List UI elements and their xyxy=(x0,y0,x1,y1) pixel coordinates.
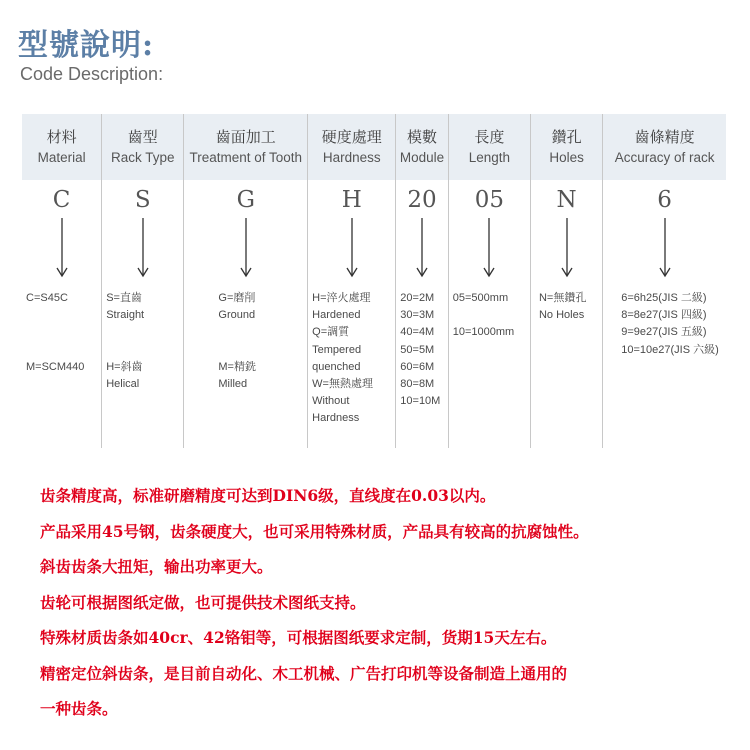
option-text: N=無鑽孔 xyxy=(538,292,587,304)
note-line: 特殊材质齿条如40cr、42铬钼等，可根据图纸要求定制，货期15天左右。 xyxy=(40,628,557,647)
options-list xyxy=(102,290,183,393)
option-spacer xyxy=(106,324,183,341)
note-line: 齿条精度高，标准研磨精度可达到DIN6级，直线度在0.03以内。 xyxy=(40,486,496,505)
arrow-down-icon xyxy=(136,218,150,278)
header-en: Hardness xyxy=(322,150,381,165)
note-line: 精密定位斜齿条，是目前自动化、木工机械、广告打印机等设备制造上通用的 xyxy=(40,663,568,683)
column-treatment xyxy=(183,114,307,448)
option-text: 40=4M xyxy=(400,326,435,339)
options-list xyxy=(531,290,602,324)
arrow-down-icon xyxy=(345,218,359,278)
header-en: Length xyxy=(468,150,510,165)
option-text: 6=6h25(JIS 二級) xyxy=(621,292,707,304)
arrow-down-icon xyxy=(658,218,672,278)
arrow-down-icon xyxy=(482,218,496,278)
feature-notes xyxy=(40,478,730,727)
note-line: 产品采用45号钢，齿条硬度大，也可采用特殊材质，产品具有较高的抗腐蚀性。 xyxy=(40,521,589,541)
options-list xyxy=(396,290,447,410)
header-en: Holes xyxy=(549,150,584,165)
option-text: 10=10e27(JIS 六級) xyxy=(621,343,719,356)
code-letter: N xyxy=(556,187,577,213)
header-en: Rack Type xyxy=(111,150,175,165)
option-text: Helical xyxy=(106,377,140,390)
option-text: Hardness xyxy=(312,412,360,425)
header-zh: 長度 xyxy=(474,129,505,146)
options-list xyxy=(22,290,101,376)
header-zh: 鑽孔 xyxy=(551,129,582,146)
code-letter: G xyxy=(236,187,255,213)
header-en: Treatment of Tooth xyxy=(189,150,303,165)
option-text: 10=10M xyxy=(400,395,441,408)
header-zh: 硬度處理 xyxy=(321,129,382,146)
options-list xyxy=(603,290,726,359)
option-text: Hardened xyxy=(312,309,361,322)
option-text: 05=500mm xyxy=(452,292,509,304)
option-spacer xyxy=(26,324,101,341)
option-text: No Holes xyxy=(538,309,585,322)
option-text: 20=2M xyxy=(400,292,435,304)
note-line: 一种齿条。 xyxy=(40,699,118,718)
header-zh: 齒條精度 xyxy=(634,129,695,146)
code-letter: 20 xyxy=(407,187,437,213)
column-module xyxy=(395,114,447,448)
column-header xyxy=(102,114,183,180)
option-text: S=直齒 xyxy=(106,292,142,304)
option-text: W=無熱處理 xyxy=(312,378,373,391)
column-header xyxy=(308,114,395,180)
arrow-down-icon xyxy=(560,218,574,278)
option-text: Tempered xyxy=(312,343,362,356)
option-text: 50=5M xyxy=(400,343,435,356)
column-rack-type xyxy=(101,114,183,448)
code-description-table xyxy=(22,114,726,448)
header-zh: 齒型 xyxy=(127,129,158,146)
column-hardness xyxy=(307,114,395,448)
option-text: Milled xyxy=(218,377,248,390)
option-text: quenched xyxy=(312,360,361,373)
options-list xyxy=(449,290,530,342)
page-subtitle: Code Description: xyxy=(20,64,164,84)
column-length xyxy=(448,114,530,448)
option-text: Straight xyxy=(106,309,145,322)
header-zh: 模數 xyxy=(407,129,438,146)
option-text: 9=9e27(JIS 五級) xyxy=(621,326,707,339)
options-list xyxy=(184,290,307,393)
arrow-down-icon xyxy=(415,218,429,278)
option-text: M=SCM440 xyxy=(26,360,85,373)
column-header xyxy=(22,114,101,180)
header-zh: 齒面加工 xyxy=(215,129,276,146)
column-header xyxy=(531,114,602,180)
page-title: 型號說明: xyxy=(18,28,155,63)
option-spacer xyxy=(218,342,307,359)
column-header xyxy=(449,114,530,180)
option-text: 60=6M xyxy=(400,360,435,373)
header-zh: 材料 xyxy=(46,129,77,146)
option-text: 30=3M xyxy=(400,309,435,322)
column-material xyxy=(22,114,101,448)
code-letter: 05 xyxy=(474,187,504,213)
column-header xyxy=(603,114,726,180)
option-spacer xyxy=(453,307,530,324)
header-en: Module xyxy=(399,150,445,165)
option-spacer xyxy=(26,307,101,324)
option-text: Without xyxy=(312,395,350,408)
options-list xyxy=(308,290,395,428)
option-spacer xyxy=(26,342,101,359)
option-spacer xyxy=(106,342,183,359)
header-en: Material xyxy=(37,150,86,165)
option-text: H=斜齒 xyxy=(106,360,143,373)
column-holes xyxy=(530,114,602,448)
column-header xyxy=(396,114,447,180)
option-text: G=磨削 xyxy=(218,292,256,304)
option-spacer xyxy=(218,324,307,341)
column-accuracy xyxy=(602,114,726,448)
option-text: C=S45C xyxy=(26,292,68,304)
header-en: Accuracy of rack xyxy=(614,150,715,165)
code-letter: H xyxy=(341,187,362,213)
arrow-down-icon xyxy=(239,218,253,278)
option-text: Q=調質 xyxy=(312,326,350,339)
note-line: 斜齿齿条大扭矩，输出功率更大。 xyxy=(40,557,273,576)
column-header xyxy=(184,114,307,180)
code-letter: S xyxy=(134,187,151,213)
code-letter: C xyxy=(52,187,71,213)
note-line: 齿轮可根据图纸定做，也可提供技术图纸支持。 xyxy=(40,592,366,612)
option-text: M=精銑 xyxy=(218,360,256,373)
arrow-down-icon xyxy=(55,218,69,278)
option-text: 10=1000mm xyxy=(452,326,515,339)
option-text: Ground xyxy=(218,309,256,322)
option-text: H=淬火處理 xyxy=(312,292,371,304)
option-text: 8=8e27(JIS 四級) xyxy=(621,309,707,322)
code-letter: 6 xyxy=(657,187,672,213)
option-text: 80=8M xyxy=(400,378,435,391)
